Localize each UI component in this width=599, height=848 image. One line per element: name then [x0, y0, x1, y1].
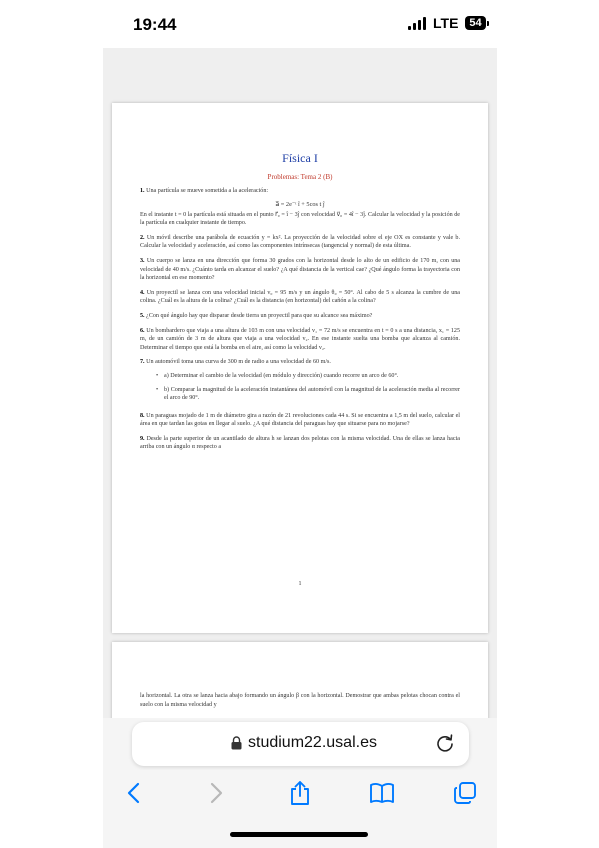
- chevron-right-icon: [210, 782, 224, 804]
- problem-6: 6. Un bombardero que viaja a una altura de 103 m con una velocidad v₁ = 72 m/s se encuentra en t = 0 s a una distancia, x₁ = 125 m, de un camión de 3 m de altura que viaja a una velocidad v₂. En ese instante suelta una bomba que alcanza al camión. Determinar el tiempo que está la bomba en el aire, así como la velocidad v₂.: [140, 327, 460, 351]
- share-icon: [289, 780, 311, 806]
- problem-3: 3. Un cuerpo se lanza en una dirección que forma 30 grados con la horizontal desde lo alto de un edificio de 170 m, con una velocidad de 40 m/s. ¿Cuánto tarda en alcanzar el suelo? ¿A qué distancia de la vertical cae? ¿Qué ángulo forma la trayectoria con la horizontal en ese momento?: [140, 257, 460, 282]
- problem-7: 7. Un automóvil toma una curva de 300 m de radio a una velocidad de 60 m/s.: [140, 359, 331, 366]
- network-type: LTE: [433, 15, 459, 31]
- status-time: 19:44: [133, 15, 177, 34]
- book-icon: [369, 782, 395, 804]
- tabs-button[interactable]: [451, 780, 479, 806]
- battery-icon: 54: [465, 16, 485, 30]
- problem-8: 8. Un paraguas mojado de 1 m de diámetro gira a razón de 21 revoluciones cada 44 s. Si se encuentra a 1,5 m del suelo, calcular el área en que tardan las gotas en llegar al suelo. ¿A qué distancia del paraguas hay que situarse para no mojarse?: [140, 412, 460, 428]
- tabs-icon: [453, 781, 477, 805]
- pdf-page-2: [112, 642, 488, 718]
- cellular-signal-icon: [408, 17, 426, 30]
- page-2-text: la horizontal. La otra se lanza hacia abajo formando un ángulo β con la horizontal. Demostrar que ambas pelotas chocan contra el suelo con la misma velocidad y: [140, 693, 460, 708]
- pdf-page-1: [112, 103, 488, 633]
- bookmarks-button[interactable]: [368, 780, 396, 806]
- address-bar[interactable]: [132, 722, 469, 766]
- problem-2: 2. Un móvil describe una parábola de ecuación y = kx². La proyección de la velocidad sobre el eje OX es constante y vale b. Calcular la velocidad y aceleración, así como las componentes intrínsecas (tangencial y normal) de esta última.: [140, 234, 461, 250]
- problem-7-bullet-b: • b) Comparar la magnitud de la aceleración instantánea del automóvil con la magnitud de la aceleración media al recorrer el arco de 90°.: [158, 386, 460, 403]
- forward-button[interactable]: [203, 780, 231, 806]
- page-number: 1: [298, 581, 302, 587]
- status-bar: [0, 0, 599, 48]
- url-text[interactable]: studium22.usal.es: [248, 734, 377, 751]
- home-indicator: [230, 832, 368, 837]
- problem-1-text: En el instante t = 0 la partícula está situada en el punto r⃗₀ = î − 3ĵ con velocidad v⃗₀ = 4î − 3ĵ. Calcular la velocidad y la posición de la partícula en cualquier instante de tiempo.: [140, 211, 460, 227]
- problem-1: 1. Una partícula se mueve sometida a la aceleración:: [140, 188, 269, 194]
- reload-icon[interactable]: [435, 733, 455, 753]
- document-subtitle: Problemas: Tema 2 (B): [267, 173, 333, 181]
- status-indicators: [408, 15, 486, 31]
- back-button[interactable]: [119, 780, 147, 806]
- problem-9: 9. Desde la parte superior de un acantilado de altura h se lanzan dos pelotas con la misma velocidad. Una de ellas se lanza hacia arriba con un ángulo α respecto a: [140, 435, 460, 451]
- equation: a⃗ = 2e⁻ᵗ î + 5cos t ĵ: [275, 200, 325, 208]
- problem-7-bullet-a: • a) Determinar el cambio de la velocidad (en módulo y dirección) cuando recorre un arco de 60°.: [158, 372, 460, 381]
- pdf-viewer[interactable]: [103, 48, 497, 718]
- document-title: Física I: [282, 151, 318, 165]
- problem-4: 4. Un proyectil se lanza con una velocidad inicial v₀ = 95 m/s y un ángulo θ₀ = 50°. Al cabo de 5 s alcanza la cumbre de una colina. ¿Cuál es la altura de la colina? ¿Cuál es la distancia (en horizontal) del cañón a la colina?: [140, 289, 460, 305]
- share-button[interactable]: [286, 780, 314, 806]
- lock-icon: [231, 736, 242, 750]
- problem-5: 5. ¿Con qué ángulo hay que disparar desde tierra un proyectil para que su alcance sea máximo?: [140, 312, 373, 319]
- chevron-left-icon: [126, 782, 140, 804]
